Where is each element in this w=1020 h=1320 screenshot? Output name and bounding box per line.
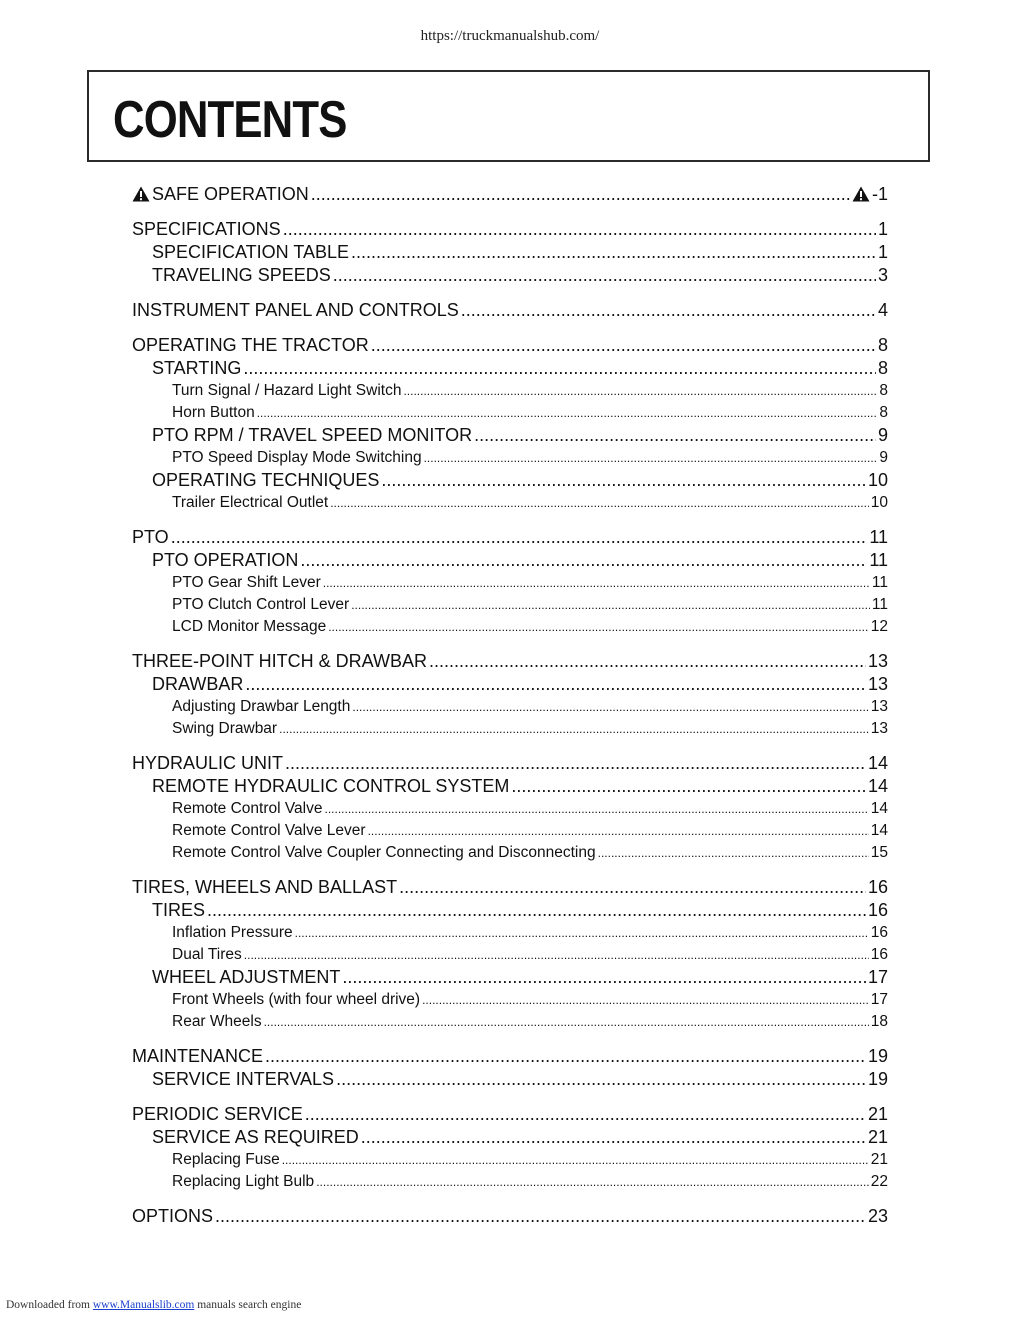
toc-entry-page (868, 899, 888, 922)
toc-entry-page-number: 19 (867, 1046, 888, 1066)
toc-entry-page (869, 549, 888, 572)
warning-icon (852, 184, 870, 200)
toc-entry[interactable] (132, 1102, 888, 1126)
toc-entry-text: TRAVELING SPEEDS (152, 265, 331, 285)
toc-entry-text: SAFE OPERATION (152, 184, 309, 204)
toc-entry-label (132, 182, 309, 206)
dot-leader (511, 775, 866, 798)
toc-entry[interactable] (132, 241, 888, 264)
toc-entry-page-number: 16 (870, 924, 888, 941)
toc-entry-label (132, 875, 397, 899)
toc-entry-page (871, 696, 888, 718)
toc-entry-text: PERIODIC SERVICE (132, 1104, 303, 1124)
dot-leader (342, 966, 866, 989)
toc-entry-page-number: 14 (867, 753, 888, 773)
toc-entry-label (172, 616, 326, 638)
toc-entry-label (152, 1126, 359, 1149)
toc-entry[interactable] (132, 357, 888, 380)
toc-entry-label (172, 944, 242, 966)
toc-entry-page-number: 13 (867, 651, 888, 671)
toc-entry-page-number: 3 (877, 265, 888, 285)
toc-entry[interactable] (132, 264, 888, 287)
toc-entry-page (871, 616, 888, 638)
toc-entry[interactable] (132, 1204, 888, 1228)
toc-entry-label (172, 696, 350, 718)
toc-entry-text: PTO Clutch Control Lever (172, 596, 350, 613)
dot-leader (207, 899, 866, 922)
toc-entry-label (172, 447, 422, 469)
toc-entry-page (878, 217, 888, 241)
toc-entry-page (868, 1044, 888, 1068)
toc-entry-page (871, 1011, 888, 1033)
dot-leader (316, 1171, 869, 1193)
toc-entry[interactable] (132, 447, 888, 469)
toc-entry-page (871, 922, 888, 944)
toc-entry-page-number: 16 (867, 877, 888, 897)
toc-entry-page-number: 9 (879, 449, 888, 466)
toc-entry-page-number: 9 (877, 425, 888, 445)
toc-entry-label (152, 469, 379, 492)
toc-entry-label (132, 1044, 263, 1068)
toc-entry-label (132, 525, 169, 549)
dot-leader (257, 402, 878, 424)
toc-entry-page (868, 469, 888, 492)
toc-entry-label (172, 1171, 314, 1193)
toc-entry-page-number: 11 (869, 550, 888, 570)
toc-entry-page-number: 21 (867, 1127, 888, 1147)
toc-entry-page-number: 16 (867, 900, 888, 920)
toc-entry[interactable] (132, 1171, 888, 1193)
toc-entry-label (152, 899, 205, 922)
toc-entry-text: Inflation Pressure (172, 924, 293, 941)
toc-entry-text: WHEEL ADJUSTMENT (152, 967, 341, 987)
toc-entry-text: Dual Tires (172, 946, 242, 963)
toc-entry-page (852, 182, 888, 206)
toc-entry-label (152, 424, 472, 447)
page-title: CONTENTS (113, 91, 347, 149)
toc-entry-text: Front Wheels (with four wheel drive) (172, 991, 421, 1008)
dot-leader (371, 333, 876, 357)
toc-entry-text: PTO RPM / TRAVEL SPEED MONITOR (152, 425, 473, 445)
toc-entry[interactable] (132, 944, 888, 966)
toc-entry-text: MAINTENANCE (132, 1046, 264, 1066)
toc-entry-page-number: 21 (867, 1104, 888, 1124)
toc-entry-label (172, 842, 596, 864)
toc-entry-page (868, 1102, 888, 1126)
toc-entry[interactable] (132, 842, 888, 864)
footer-link[interactable]: www.Manualslib.com (92, 1299, 195, 1311)
toc-entry-page-number: 11 (871, 596, 888, 613)
toc-entry-text: TIRES, WHEELS AND BALLAST (132, 877, 398, 897)
toc-entry-page-number: 8 (877, 358, 888, 378)
toc-entry-text: Adjusting Drawbar Length (172, 698, 351, 715)
toc-entry-label (132, 649, 427, 673)
toc-entry-label (132, 298, 459, 322)
toc-entry-label (152, 673, 243, 696)
footer-prefix: Downloaded from (6, 1299, 90, 1311)
toc-entry-page (871, 492, 888, 514)
dot-leader (422, 989, 869, 1011)
toc-entry-label (172, 922, 293, 944)
toc-entry-page (868, 751, 888, 775)
toc-entry[interactable] (132, 549, 888, 572)
toc-entry-label (132, 333, 369, 357)
toc-entry[interactable] (132, 616, 888, 638)
dot-leader (336, 1068, 866, 1091)
toc-entry-text: Replacing Light Bulb (172, 1173, 315, 1190)
toc-entry-page-number: 14 (870, 822, 888, 839)
toc-section (132, 217, 888, 287)
toc-section (132, 525, 888, 638)
dot-leader (285, 751, 866, 775)
toc-entry-page-number: 14 (870, 800, 888, 817)
toc-section (132, 298, 888, 322)
toc-entry-page (871, 989, 888, 1011)
toc-entry-label (172, 718, 277, 740)
toc-entry[interactable] (132, 1011, 888, 1033)
toc-entry-text: SPECIFICATION TABLE (152, 242, 350, 262)
dot-leader (311, 182, 850, 206)
toc-entry[interactable] (132, 798, 888, 820)
toc-entry-page-number: 18 (870, 1013, 888, 1030)
dot-leader (361, 1126, 866, 1149)
dot-leader (399, 875, 866, 899)
toc-entry[interactable] (132, 775, 888, 798)
toc-entry-text: THREE-POINT HITCH & DRAWBAR (132, 651, 428, 671)
toc-entry[interactable] (132, 673, 888, 696)
toc-entry-page (878, 241, 888, 264)
toc-entry-text: Swing Drawbar (172, 720, 278, 737)
dot-leader (368, 820, 869, 842)
toc-entry-text: Remote Control Valve Lever (172, 822, 366, 839)
toc-entry-page-number: 14 (867, 776, 888, 796)
warning-icon (132, 184, 150, 200)
toc-entry-page (868, 1068, 888, 1091)
toc-entry[interactable] (132, 492, 888, 514)
toc-section (132, 875, 888, 1033)
toc-entry-text: Horn Button (172, 404, 255, 421)
toc-entry-label (152, 357, 241, 380)
dot-leader (282, 1149, 869, 1171)
toc-entry-text: TIRES (152, 900, 206, 920)
toc-entry-text: Rear Wheels (172, 1013, 262, 1030)
toc-entry-text: PTO Gear Shift Lever (172, 574, 321, 591)
dot-leader (351, 241, 876, 264)
toc-entry-page (879, 402, 888, 424)
toc-entry-text: OPERATING TECHNIQUES (152, 470, 380, 490)
dot-leader (429, 649, 866, 673)
toc-entry-label (132, 1102, 303, 1126)
toc-entry-page-number: 8 (879, 382, 888, 399)
toc-entry-page (871, 1149, 888, 1171)
dot-leader (474, 424, 876, 447)
toc-entry[interactable] (132, 1149, 888, 1171)
toc-entry[interactable] (132, 333, 888, 357)
toc-entry-page (879, 380, 888, 402)
dot-leader (461, 298, 876, 322)
dot-leader (171, 525, 868, 549)
toc-entry-text: REMOTE HYDRAULIC CONTROL SYSTEM (152, 776, 510, 796)
toc-entry-text: PTO Speed Display Mode Switching (172, 449, 422, 466)
dot-leader (243, 357, 876, 380)
toc-section (132, 1044, 888, 1091)
toc-entry-page-number: 15 (870, 844, 888, 861)
toc-entry[interactable] (132, 696, 888, 718)
toc-section (132, 182, 888, 206)
dot-leader (323, 572, 870, 594)
toc-entry-page (868, 875, 888, 899)
title-box (87, 70, 930, 162)
toc-entry-page-number: 16 (870, 946, 888, 963)
dot-leader (265, 1044, 866, 1068)
toc-entry[interactable] (132, 572, 888, 594)
toc-entry-label (172, 492, 328, 514)
toc-section (132, 751, 888, 864)
dot-leader (352, 696, 868, 718)
toc-entry-page-number: -1 (871, 184, 888, 204)
dot-leader (351, 594, 870, 616)
toc-entry[interactable] (132, 424, 888, 447)
toc-entry[interactable] (132, 469, 888, 492)
toc-entry[interactable] (132, 718, 888, 740)
toc-entry[interactable] (132, 217, 888, 241)
toc-entry-page (871, 718, 888, 740)
toc-entry-page (879, 447, 888, 469)
footer (6, 1299, 301, 1311)
toc-entry[interactable] (132, 649, 888, 673)
header-url: https://truckmanualshub.com/ (420, 28, 600, 44)
toc-section (132, 1204, 888, 1228)
toc-entry-label (172, 1149, 280, 1171)
toc-entry-page (878, 298, 888, 322)
toc-entry-text: OPERATING THE TRACTOR (132, 335, 369, 355)
toc-entry-page (871, 1171, 888, 1193)
toc-entry-page-number: 8 (879, 404, 888, 421)
toc-entry-page (871, 944, 888, 966)
toc-entry-page (869, 525, 888, 549)
toc-entry-page (878, 264, 888, 287)
toc-entry-text: LCD Monitor Message (172, 618, 327, 635)
toc-entry-page (868, 673, 888, 696)
toc-entry-page-number: 23 (867, 1206, 888, 1226)
toc-entry[interactable] (132, 875, 888, 899)
dot-leader (279, 718, 869, 740)
toc-entry-page (868, 966, 888, 989)
dot-leader (403, 380, 877, 402)
toc-entry-label (132, 217, 281, 241)
toc-entry-page-number: 10 (867, 470, 888, 490)
toc-entry-text: SERVICE AS REQUIRED (152, 1127, 359, 1147)
dot-leader (215, 1204, 866, 1228)
toc-entry[interactable] (132, 751, 888, 775)
toc-entry-page-number: 1 (877, 219, 888, 239)
toc-entry-text: HYDRAULIC UNIT (132, 753, 284, 773)
toc-entry[interactable] (132, 989, 888, 1011)
toc-entry-page-number: 13 (870, 698, 888, 715)
toc-section (132, 649, 888, 740)
toc-entry-page-number: 1 (877, 242, 888, 262)
dot-leader (330, 492, 869, 514)
toc-entry[interactable] (132, 594, 888, 616)
toc-section (132, 333, 888, 514)
dot-leader (598, 842, 869, 864)
toc-entry[interactable] (132, 820, 888, 842)
toc-entry-page (868, 649, 888, 673)
toc-entry[interactable] (132, 182, 888, 206)
toc-entry-label (172, 820, 366, 842)
toc-entry-text: SERVICE INTERVALS (152, 1069, 335, 1089)
toc-entry-page-number: 19 (867, 1069, 888, 1089)
toc-entry[interactable] (132, 402, 888, 424)
dot-leader (305, 1102, 866, 1126)
toc-entry-page-number: 8 (877, 335, 888, 355)
toc-entry-page (871, 798, 888, 820)
toc-entry-page-number: 11 (871, 574, 888, 591)
toc-entry-page-number: 4 (877, 300, 888, 320)
toc-entry-text: Replacing Fuse (172, 1151, 280, 1168)
toc-entry[interactable] (132, 922, 888, 944)
toc-entry-label (172, 989, 420, 1011)
toc-entry[interactable] (132, 1044, 888, 1068)
toc-entry-page (878, 424, 888, 447)
toc-entry-page (878, 333, 888, 357)
toc-entry-label (172, 380, 401, 402)
table-of-contents (132, 182, 888, 1239)
toc-entry-page (871, 842, 888, 864)
toc-entry-label (152, 1068, 334, 1091)
toc-entry[interactable] (132, 1068, 888, 1091)
toc-entry-page (868, 1204, 888, 1228)
dot-leader (283, 217, 876, 241)
toc-entry[interactable] (132, 298, 888, 322)
toc-entry-page-number: 21 (870, 1151, 888, 1168)
dot-leader (300, 549, 867, 572)
toc-entry[interactable] (132, 1126, 888, 1149)
toc-entry-text: Trailer Electrical Outlet (172, 494, 329, 511)
toc-entry-page-number: 11 (869, 527, 888, 547)
toc-entry-label (172, 594, 349, 616)
dot-leader (424, 447, 878, 469)
toc-entry-page-number: 17 (867, 967, 888, 987)
toc-entry-text: STARTING (152, 358, 242, 378)
dot-leader (381, 469, 866, 492)
toc-entry-text: PTO OPERATION (152, 550, 299, 570)
dot-leader (244, 944, 869, 966)
dot-leader (245, 673, 866, 696)
toc-entry-label (172, 402, 255, 424)
toc-entry-page-number: 12 (870, 618, 888, 635)
footer-suffix: manuals search engine (197, 1299, 302, 1311)
toc-entry-page-number: 13 (867, 674, 888, 694)
toc-entry-page (868, 1126, 888, 1149)
toc-entry-label (152, 241, 349, 264)
toc-entry-text: Remote Control Valve Coupler Connecting and Disconnecting (172, 844, 596, 861)
toc-entry-label (172, 572, 321, 594)
toc-entry-page (868, 775, 888, 798)
toc-entry-text: DRAWBAR (152, 674, 244, 694)
toc-entry[interactable] (132, 966, 888, 989)
dot-leader (324, 798, 868, 820)
dot-leader (295, 922, 869, 944)
toc-entry-label (152, 549, 298, 572)
toc-entry-label (152, 775, 509, 798)
toc-entry-text: PTO (132, 527, 169, 547)
toc-entry-label (172, 798, 322, 820)
toc-entry-page (871, 820, 888, 842)
toc-entry[interactable] (132, 380, 888, 402)
toc-entry-page-number: 22 (870, 1173, 888, 1190)
toc-entry-page (872, 594, 888, 616)
toc-entry-label (172, 1011, 262, 1033)
dot-leader (328, 616, 869, 638)
toc-entry-text: SPECIFICATIONS (132, 219, 281, 239)
toc-entry-text: Remote Control Valve (172, 800, 323, 817)
toc-entry-page-number: 13 (870, 720, 888, 737)
toc-entry-label (152, 966, 340, 989)
toc-entry[interactable] (132, 525, 888, 549)
toc-entry-page (872, 572, 888, 594)
dot-leader (264, 1011, 869, 1033)
toc-entry-page-number: 10 (870, 494, 888, 511)
toc-entry[interactable] (132, 899, 888, 922)
toc-entry-label (132, 751, 283, 775)
toc-entry-page-number: 17 (870, 991, 888, 1008)
toc-entry-label (152, 264, 331, 287)
toc-section (132, 1102, 888, 1193)
dot-leader (333, 264, 876, 287)
toc-entry-text: INSTRUMENT PANEL AND CONTROLS (132, 300, 459, 320)
toc-entry-text: OPTIONS (132, 1206, 214, 1226)
toc-entry-label (132, 1204, 213, 1228)
toc-entry-text: Turn Signal / Hazard Light Switch (172, 382, 402, 399)
toc-entry-page (878, 357, 888, 380)
